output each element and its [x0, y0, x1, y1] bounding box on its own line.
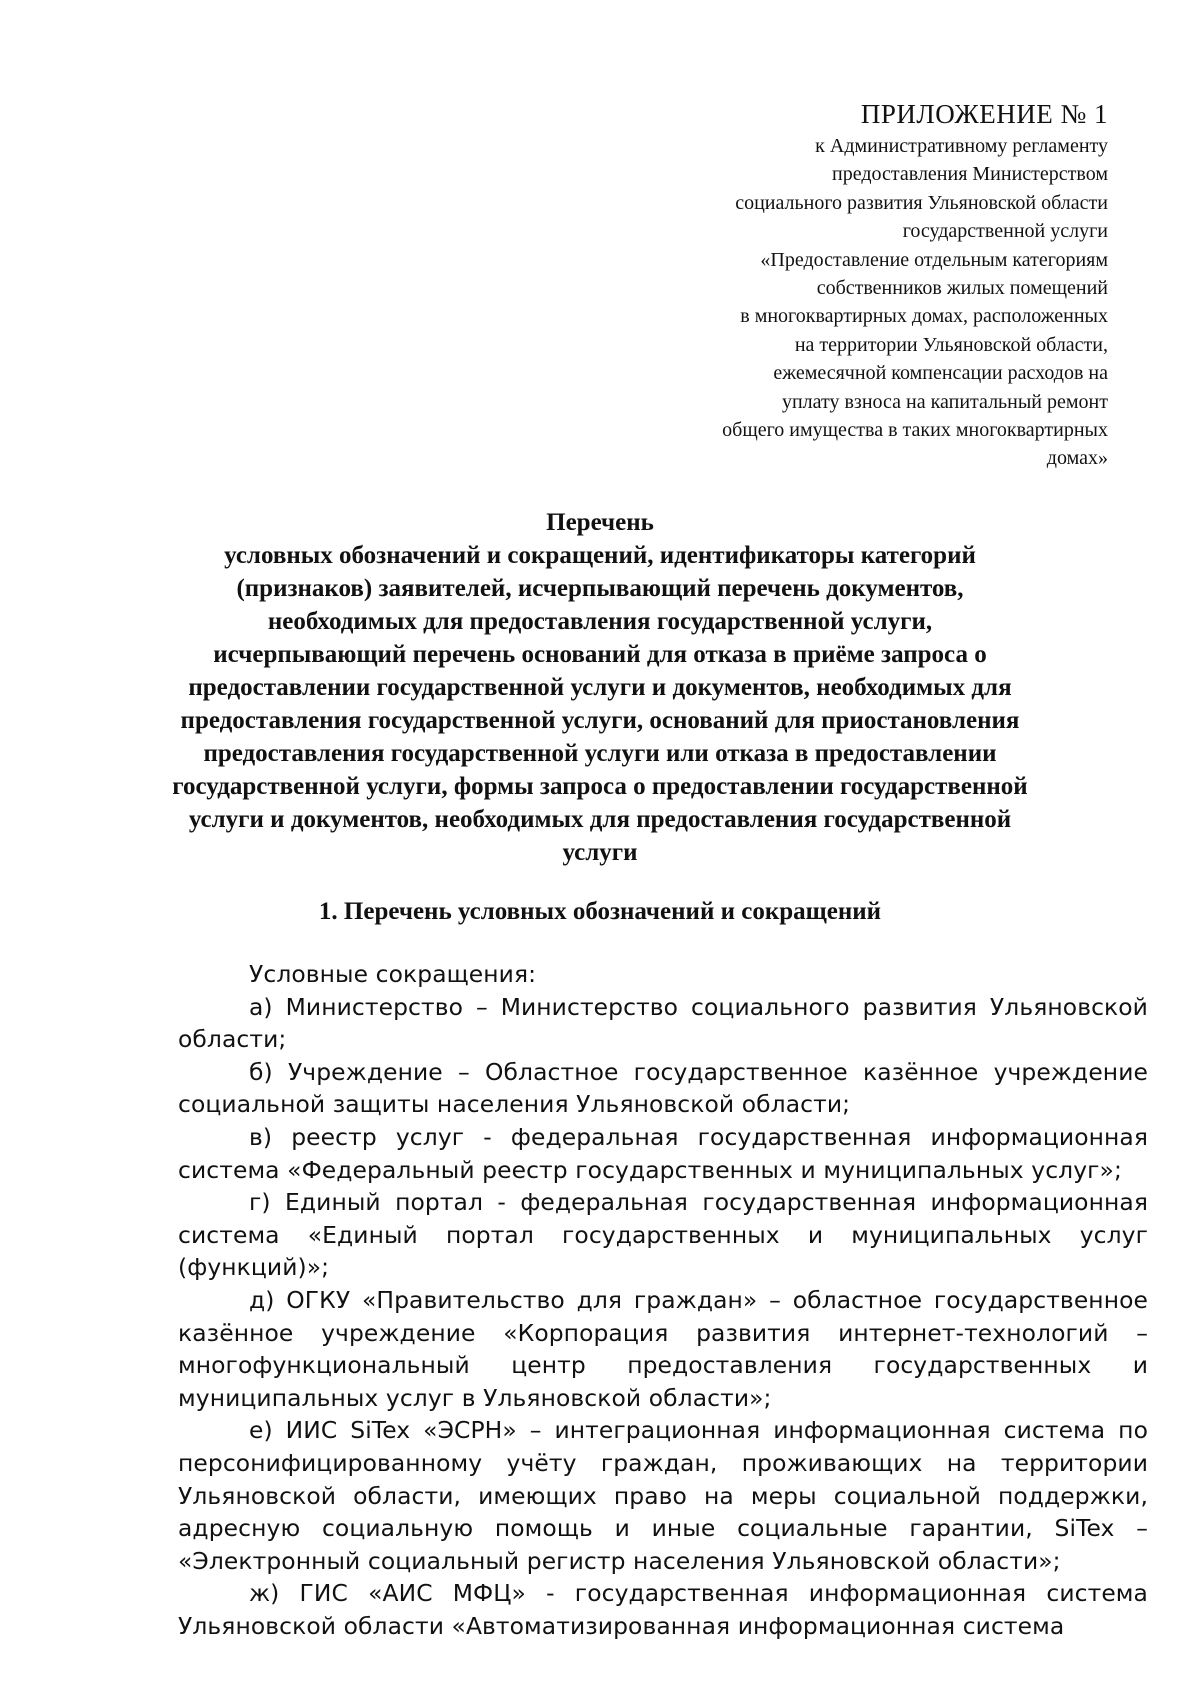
appendix-line: на территории Ульяновской области,	[794, 333, 1108, 356]
list-item: е) ИИС SiTex «ЭСРН» – интеграционная информационная система по персонифицированному учёту граждан, проживающих на территории Ульяновской области, имеющих право на меры социальной поддержки, адресную социальную помощь и иные социальные гарантии, SiTex – «Электронный социальный регистр населения Ульяновской области»;	[178, 1416, 1148, 1575]
section-intro: Условные сокращения:	[249, 960, 537, 988]
appendix-line: собственников жилых помещений	[816, 277, 1108, 300]
title-line: необходимых для предоставления государственной услуги,	[267, 608, 933, 635]
title-line: предоставления государственной услуги или отказа в предоставлении	[203, 740, 997, 767]
title-line: услуги	[562, 839, 638, 866]
title-line: предоставления государственной услуги, оснований для приостановления	[180, 707, 1020, 734]
appendix-title: ПРИЛОЖЕНИЕ № 1	[860, 99, 1108, 129]
list-item: б) Учреждение – Областное государственное казённое учреждение социальной защиты населения Ульяновской области;	[178, 1057, 1148, 1119]
title-line: исчерпывающий перечень оснований для отказа в приёме запроса о	[213, 641, 987, 668]
list-item: в) реестр услуг - федеральная государственная информационная система «Федеральный реестр государственных и муниципальных услуг»;	[178, 1122, 1148, 1184]
appendix-line: общего имущества в таких многоквартирных	[722, 419, 1108, 442]
appendix-line: к Административному регламенту	[815, 135, 1108, 157]
appendix-line: социального развития Ульяновской области	[735, 191, 1108, 214]
appendix-header	[508, 96, 1108, 473]
list-item: а) Министерство – Министерство социального развития Ульяновской области;	[178, 992, 1148, 1054]
section-title: 1. Перечень условных обозначений и сокращений	[318, 898, 882, 925]
list-item: д) ОГКУ «Правительство для граждан» – областное государственное казённое учреждение «Корпорация развития интернет-технологий – многофункциональный центр предоставления государственных и муниципальных услуг в Ульяновской области»;	[178, 1285, 1148, 1412]
section-body	[178, 958, 1148, 1642]
list-item: ж) ГИС «АИС МФЦ» - государственная информационная система Ульяновской области «Автоматизированная информационная система	[178, 1579, 1148, 1640]
list-item: г) Единый портал - федеральная государственная информационная система «Единый портал государственных и муниципальных услуг (функций)»;	[178, 1188, 1148, 1282]
title-line: предоставлении государственной услуги и документов, необходимых для	[188, 674, 1012, 701]
title-line: условных обозначений и сокращений, идентификаторы категорий	[224, 542, 976, 569]
appendix-line: ежемесячной компенсации расходов на	[773, 362, 1108, 385]
title-line: услуги и документов, необходимых для предоставления государственной	[188, 806, 1012, 833]
title-line: государственной услуги, формы запроса о предоставлении государственной	[172, 773, 1028, 800]
appendix-line: «Предоставление отдельным категориям	[760, 248, 1108, 271]
appendix-line: уплату взноса на капитальный ремонт	[781, 390, 1108, 413]
appendix-line: предоставления Министерством	[832, 163, 1108, 186]
appendix-line: домах»	[1046, 447, 1108, 470]
title-line: (признаков) заявителей, исчерпывающий перечень документов,	[236, 575, 964, 602]
document-title	[150, 506, 1050, 869]
appendix-line: государственной услуги	[902, 220, 1108, 243]
title-line: Перечень	[546, 509, 654, 536]
appendix-line: в многоквартирных домах, расположенных	[740, 305, 1108, 328]
